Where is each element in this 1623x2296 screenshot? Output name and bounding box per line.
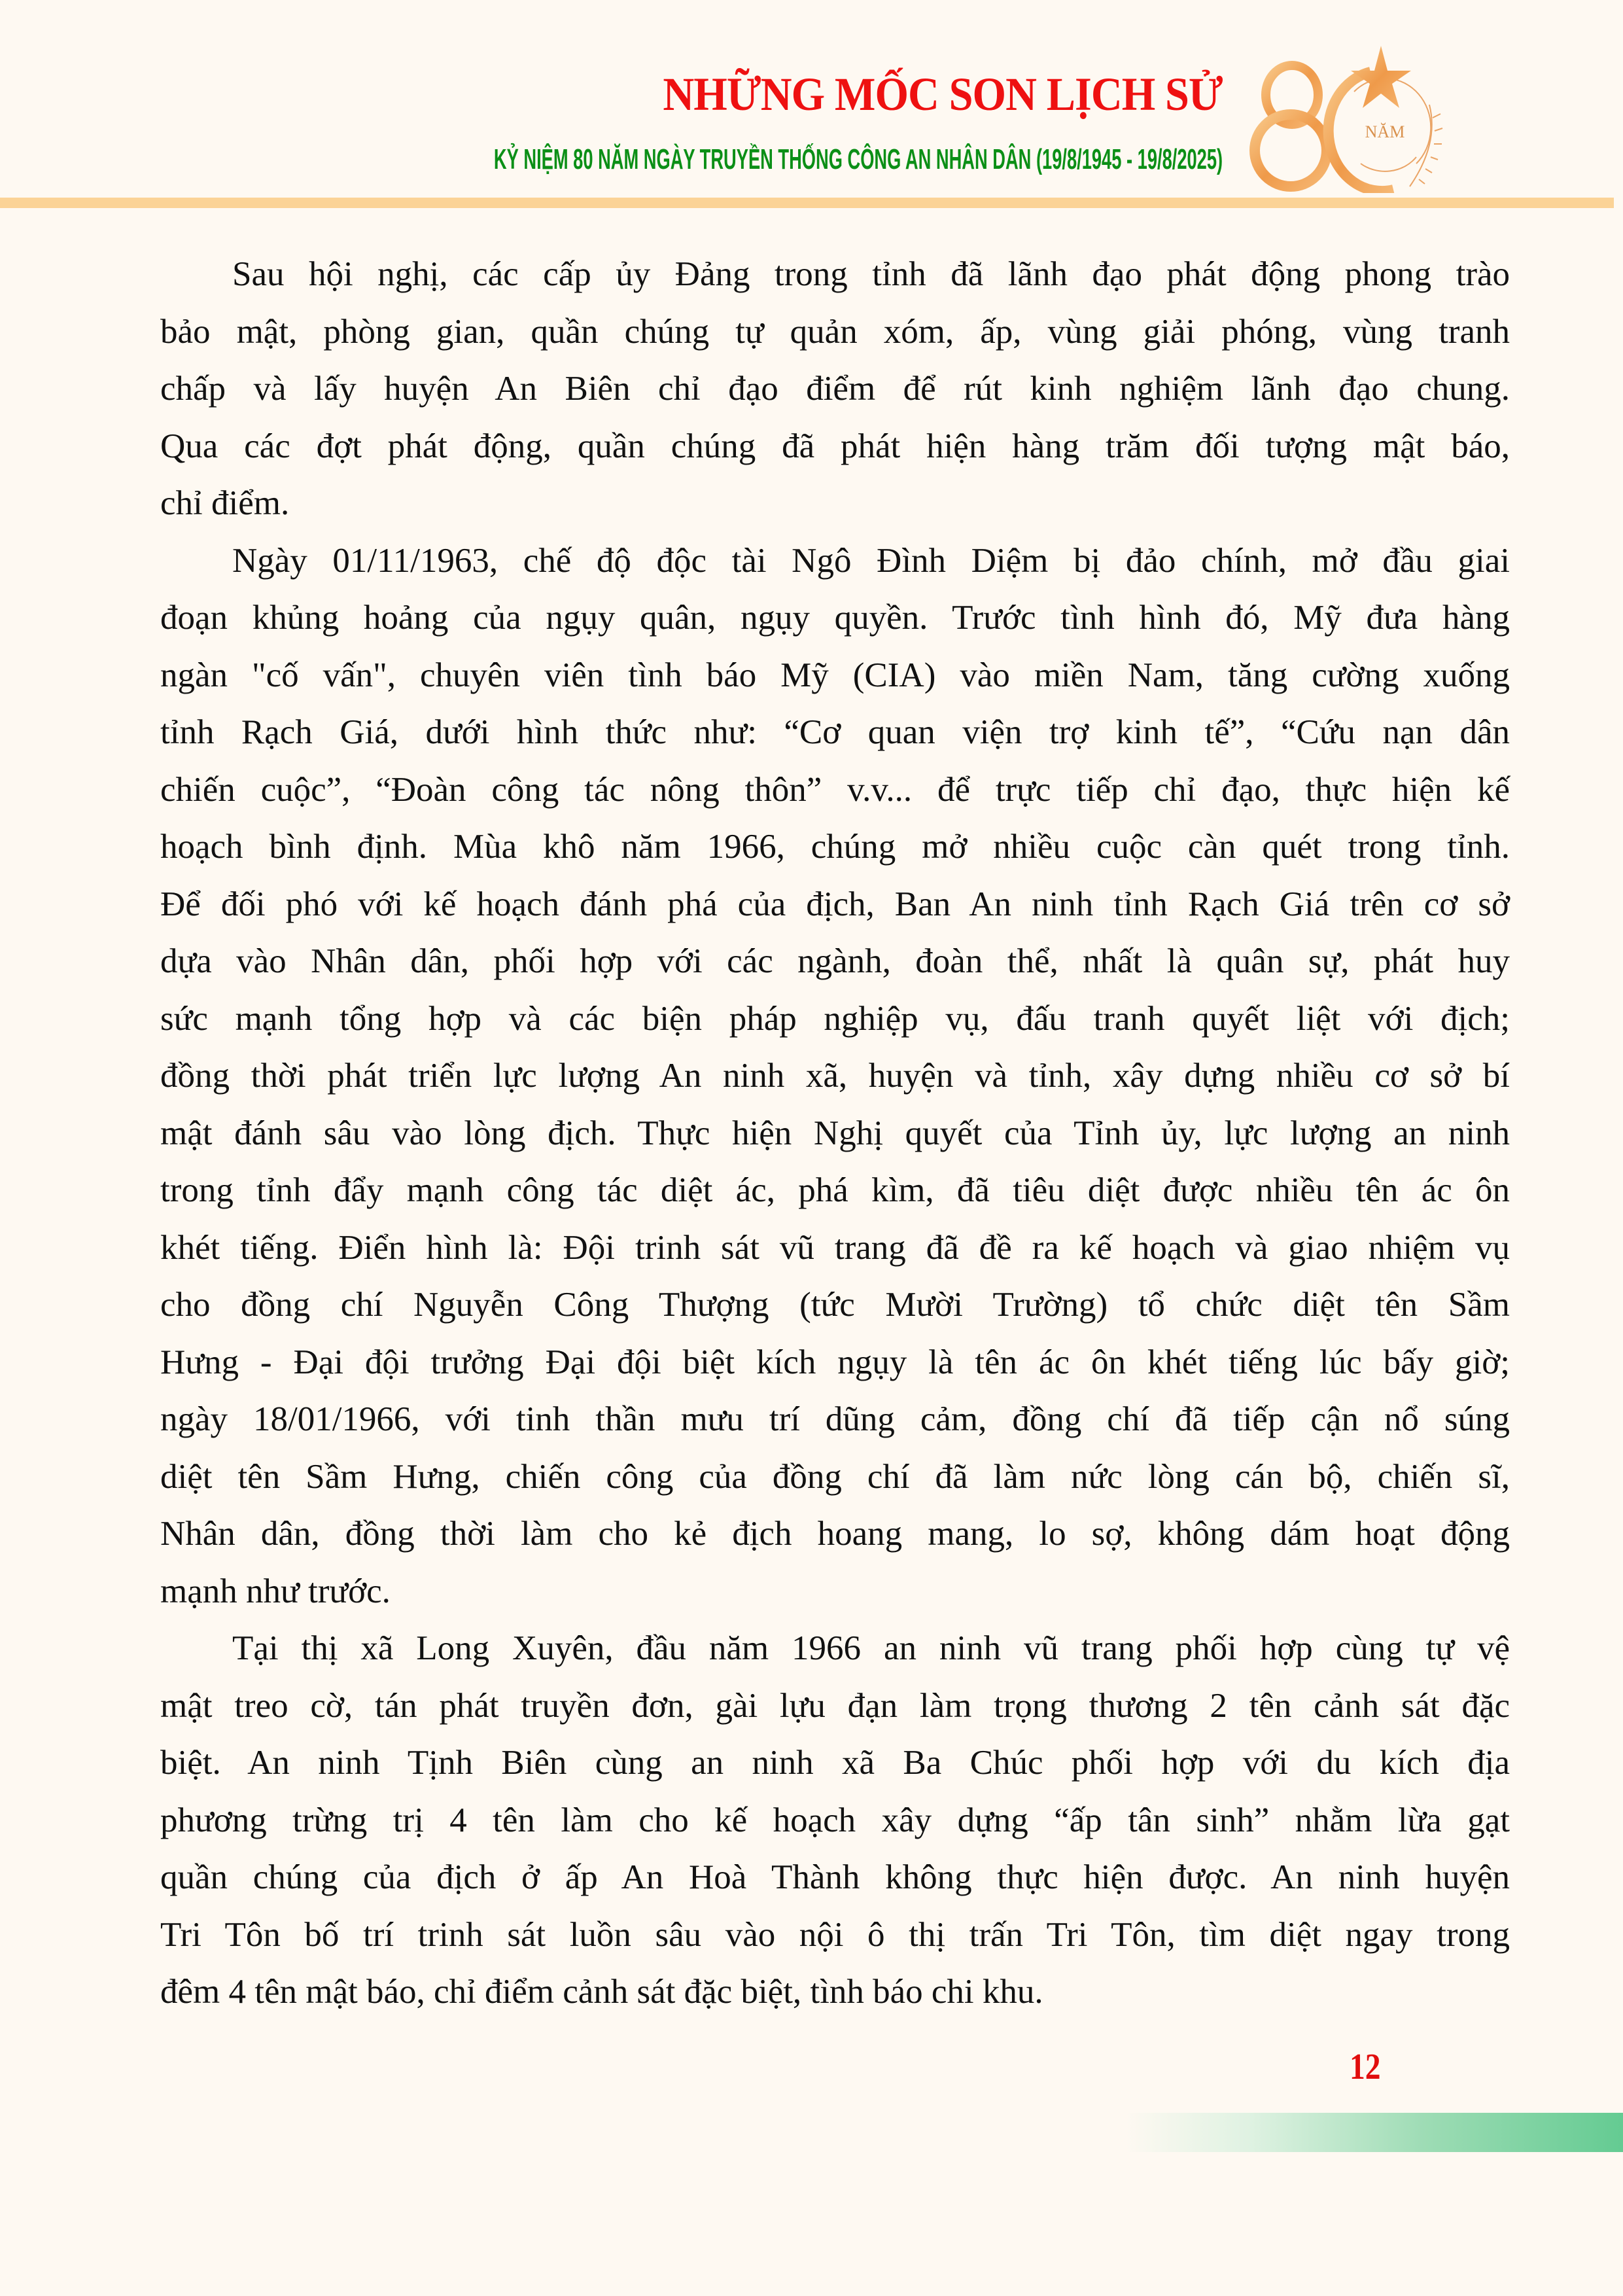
text-line: mật đánh sâu vào lòng địch. Thực hiện Nghị quyết của Tỉnh ủy, lực lượng an ninh	[160, 1114, 1510, 1152]
text-line: Sau hội nghị, các cấp ủy Đảng trong tỉnh đã lãnh đạo phát động phong trào	[232, 255, 1510, 293]
header-divider-band	[0, 198, 1614, 208]
text-line: hoạch bình định. Mùa khô năm 1966, chúng mở nhiều cuộc càn quét trong tỉnh.	[160, 828, 1510, 866]
logo-nam-label: NĂM	[1365, 122, 1405, 141]
text-line: dựa vào Nhân dân, phối hợp với các ngành, đoàn thể, nhất là quân sự, phát huy	[160, 942, 1510, 980]
paragraph	[160, 1620, 1510, 2021]
text-line: chiến cuộc”, “Đoàn công tác nông thôn” v.v... để trực tiếp chỉ đạo, thực hiện kế	[160, 770, 1510, 809]
text-line: Qua các đợt phát động, quần chúng đã phát hiện hàng trăm đối tượng mật báo,	[160, 427, 1510, 465]
text-line: phương trừng trị 4 tên làm cho kế hoạch xây dựng “ấp tân sinh” nhằm lừa gạt	[160, 1801, 1510, 1839]
text-line: trong tỉnh đẩy mạnh công tác diệt ác, phá kìm, đã tiêu diệt được nhiều tên ác ôn	[160, 1171, 1510, 1209]
header-subtitle: KỶ NIỆM 80 NĂM NGÀY TRUYỀN THỐNG CÔNG AN NHÂN DÂN (19/8/1945 - 19/8/2025)	[493, 143, 1223, 175]
paragraph	[160, 246, 1510, 533]
body-text	[160, 246, 1510, 2021]
text-line: ngày 18/01/1966, với tinh thần mưu trí dũng cảm, đồng chí đã tiếp cận nổ súng	[160, 1400, 1510, 1438]
wheat-icon	[1410, 105, 1442, 186]
anniversary-logo	[1240, 46, 1456, 193]
star-icon	[1351, 46, 1411, 108]
header-title: NHỮNG MỐC SON LỊCH SỬ	[663, 68, 1223, 120]
paragraph	[160, 533, 1510, 1621]
text-line: quần chúng của địch ở ấp An Hoà Thành không thực hiện được. An ninh huyện	[160, 1858, 1510, 1896]
text-line: cho đồng chí Nguyễn Công Thượng (tức Mười Trường) tổ chức diệt tên Sầm	[160, 1286, 1510, 1324]
text-line: bảo mật, phòng gian, quần chúng tự quản xóm, ấp, vùng giải phóng, vùng tranh	[160, 312, 1510, 351]
text-line: đoạn khủng hoảng của ngụy quân, ngụy quyền. Trước tình hình đó, Mỹ đưa hàng	[160, 599, 1510, 637]
logo-eight	[1255, 65, 1327, 186]
text-line: Tại thị xã Long Xuyên, đầu năm 1966 an ninh vũ trang phối hợp cùng tự vệ	[232, 1629, 1510, 1667]
text-line: Tri Tôn bố trí trinh sát luồn sâu vào nội ô thị trấn Tri Tôn, tìm diệt ngay trong	[160, 1915, 1510, 1954]
text-line: chấp và lấy huyện An Biên chỉ đạo điểm để rút kinh nghiệm lãnh đạo chung.	[160, 370, 1510, 408]
text-line: đồng thời phát triển lực lượng An ninh xã, huyện và tỉnh, xây dựng nhiều cơ sở bí	[160, 1057, 1510, 1095]
footer-gradient-band	[1125, 2113, 1623, 2152]
text-line: Nhân dân, đồng thời làm cho kẻ địch hoang mang, lo sợ, không dám hoạt động	[160, 1515, 1510, 1553]
text-line: mạnh như trước.	[160, 1572, 391, 1610]
text-line: sức mạnh tổng hợp và các biện pháp nghiệp vụ, đấu tranh quyết liệt với địch;	[160, 999, 1510, 1038]
page-number: 12	[1350, 2047, 1381, 2087]
text-line: chỉ điểm.	[160, 484, 290, 522]
text-line: mật treo cờ, tán phát truyền đơn, gài lựu đạn làm trọng thương 2 tên cảnh sát đặc	[160, 1686, 1510, 1725]
text-line: Để đối phó với kế hoạch đánh phá của địch, Ban An ninh tỉnh Rạch Giá trên cơ sở	[160, 885, 1510, 923]
text-line: khét tiếng. Điển hình là: Đội trinh sát vũ trang đã đề ra kế hoạch và giao nhiệm vụ	[160, 1228, 1510, 1267]
text-line: Hưng - Đại đội trưởng Đại đội biệt kích ngụy là tên ác ôn khét tiếng lúc bấy giờ;	[160, 1343, 1510, 1381]
text-line: Ngày 01/11/1963, chế độ độc tài Ngô Đình Diệm bị đảo chính, mở đầu giai	[232, 541, 1510, 580]
text-line: biệt. An ninh Tịnh Biên cùng an ninh xã Ba Chúc phối hợp với du kích địa	[160, 1744, 1510, 1782]
text-line: đêm 4 tên mật báo, chỉ điểm cảnh sát đặc biệt, tình báo chi khu.	[160, 1973, 1043, 2011]
text-line: ngàn "cố vấn", chuyên viên tình báo Mỹ (CIA) vào miền Nam, tăng cường xuống	[160, 656, 1510, 694]
text-line: diệt tên Sầm Hưng, chiến công của đồng chí đã làm nức lòng cán bộ, chiến sĩ,	[160, 1457, 1510, 1496]
text-line: tỉnh Rạch Giá, dưới hình thức như: “Cơ quan viện trợ kinh tế”, “Cứu nạn dân	[160, 713, 1510, 751]
